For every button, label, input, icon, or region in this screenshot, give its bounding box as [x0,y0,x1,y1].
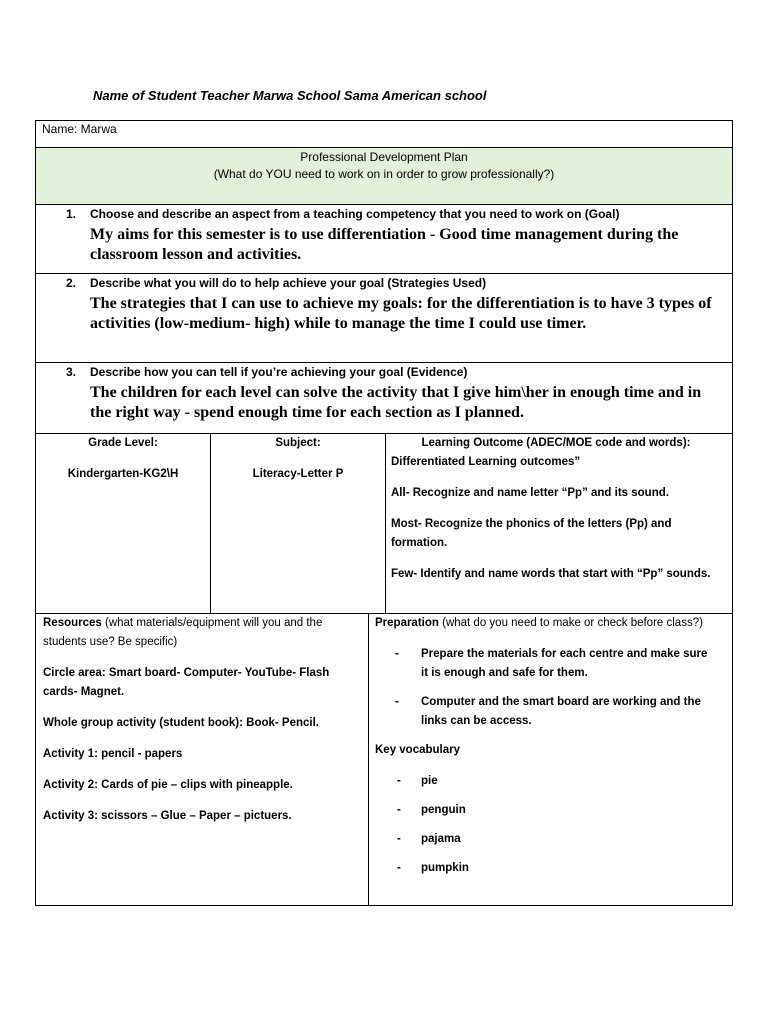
resources-preparation-row [36,614,732,905]
question-number: 2. [66,276,77,290]
vocabulary-word: pumpkin [421,862,469,874]
outcome-all: All- Recognize and name letter “Pp” and its sound. [391,487,669,499]
preparation-item-text: Computer and the smart board are working and the links can be access. [421,696,701,727]
name-row [36,121,732,148]
pdp-subtitle: (What do YOU need to work on in order to grow professionally?) [213,167,555,181]
question-number: 3. [66,365,77,379]
outcome-label: Learning Outcome (ADEC/MOE code and words): [421,437,691,449]
resources-description: (what materials/equipment will you and the students use? Be specific) [43,617,323,648]
vocabulary-word: pajama [421,833,461,845]
outcome-most: Most- Recognize the phonics of the letters (Pp) and formation. [391,518,672,549]
dash-bullet: - [397,862,401,874]
subject-cell [211,434,385,484]
plan-table [35,120,733,906]
resource-item: Whole group activity (student book): Book- Pencil. [43,717,320,729]
goal-answer: My aims for this semester is to use differentiation - Good time management during the classroom lesson and activities. [90,226,679,263]
preparation-item [375,645,717,683]
subject-value: Literacy-Letter P [252,468,344,480]
preparation-item-text: Prepare the materials for each centre and make sure it is enough and safe for them. [421,648,708,679]
dash-bullet: - [397,775,401,787]
name-label: Name: Marwa [42,122,117,136]
dash-bullet: - [397,804,401,816]
goal-row [36,205,732,274]
column-divider [368,614,369,905]
evidence-answer: The children for each level can solve the activity that I give him\her in enough time and in the right way - spend enough time for each section as I planned. [90,384,702,421]
lesson-info-row [36,434,732,614]
grade-value: Kindergarten-KG2\H [67,468,179,480]
document-heading: Name of Student Teacher Marwa School Sama American school [93,88,487,103]
preparation-cell [375,614,717,888]
resource-item: Circle area: Smart board- Computer- YouTube- Flash cards- Magnet. [43,667,330,698]
dash-bullet: - [397,833,401,845]
resource-item: Activity 2: Cards of pie – clips with pineapple. [43,779,293,791]
dash-bullet: - [395,648,399,660]
vocabulary-item [375,830,717,849]
evidence-question: Describe how you can tell if you’re achieving your goal (Evidence) [90,365,468,379]
evidence-row [36,363,732,434]
resources-cell [43,614,361,838]
outcome-few: Few- Identify and name words that start with “Pp” sounds. [391,568,711,580]
question-number: 1. [66,207,77,221]
resources-label: Resources [43,617,102,629]
grade-cell [36,434,210,484]
vocabulary-item [375,859,717,878]
vocabulary-item [375,801,717,820]
strategies-row [36,274,732,363]
subject-label: Subject: [275,437,321,449]
preparation-item [375,693,717,731]
dash-bullet: - [395,696,399,708]
goal-question: Choose and describe an aspect from a teaching competency that you need to work on (Goal) [90,207,620,221]
outcome-intro: Differentiated Learning outcomes” [391,456,581,468]
preparation-description: (what do you need to make or check before class?) [438,617,703,629]
pdp-header-row [36,148,732,205]
preparation-label: Preparation [375,617,439,629]
grade-label: Grade Level: [88,437,158,449]
strategies-question: Describe what you will do to help achieve your goal (Strategies Used) [90,276,487,290]
resource-item: Activity 1: pencil - papers [43,748,183,760]
resource-item: Activity 3: scissors – Glue – Paper – pictuers. [43,810,292,822]
vocabulary-label: Key vocabulary [375,744,461,756]
vocabulary-word: penguin [421,804,466,816]
column-divider [385,434,386,613]
vocabulary-word: pie [421,775,438,787]
strategies-answer: The strategies that I can use to achieve my goals: for the differentiation is to have 3 types of activities (low-medium- high) while to manage the time I could use timer. [90,295,712,332]
pdp-title: Professional Development Plan [300,150,468,164]
learning-outcome-cell [391,434,721,596]
vocabulary-item [375,772,717,791]
